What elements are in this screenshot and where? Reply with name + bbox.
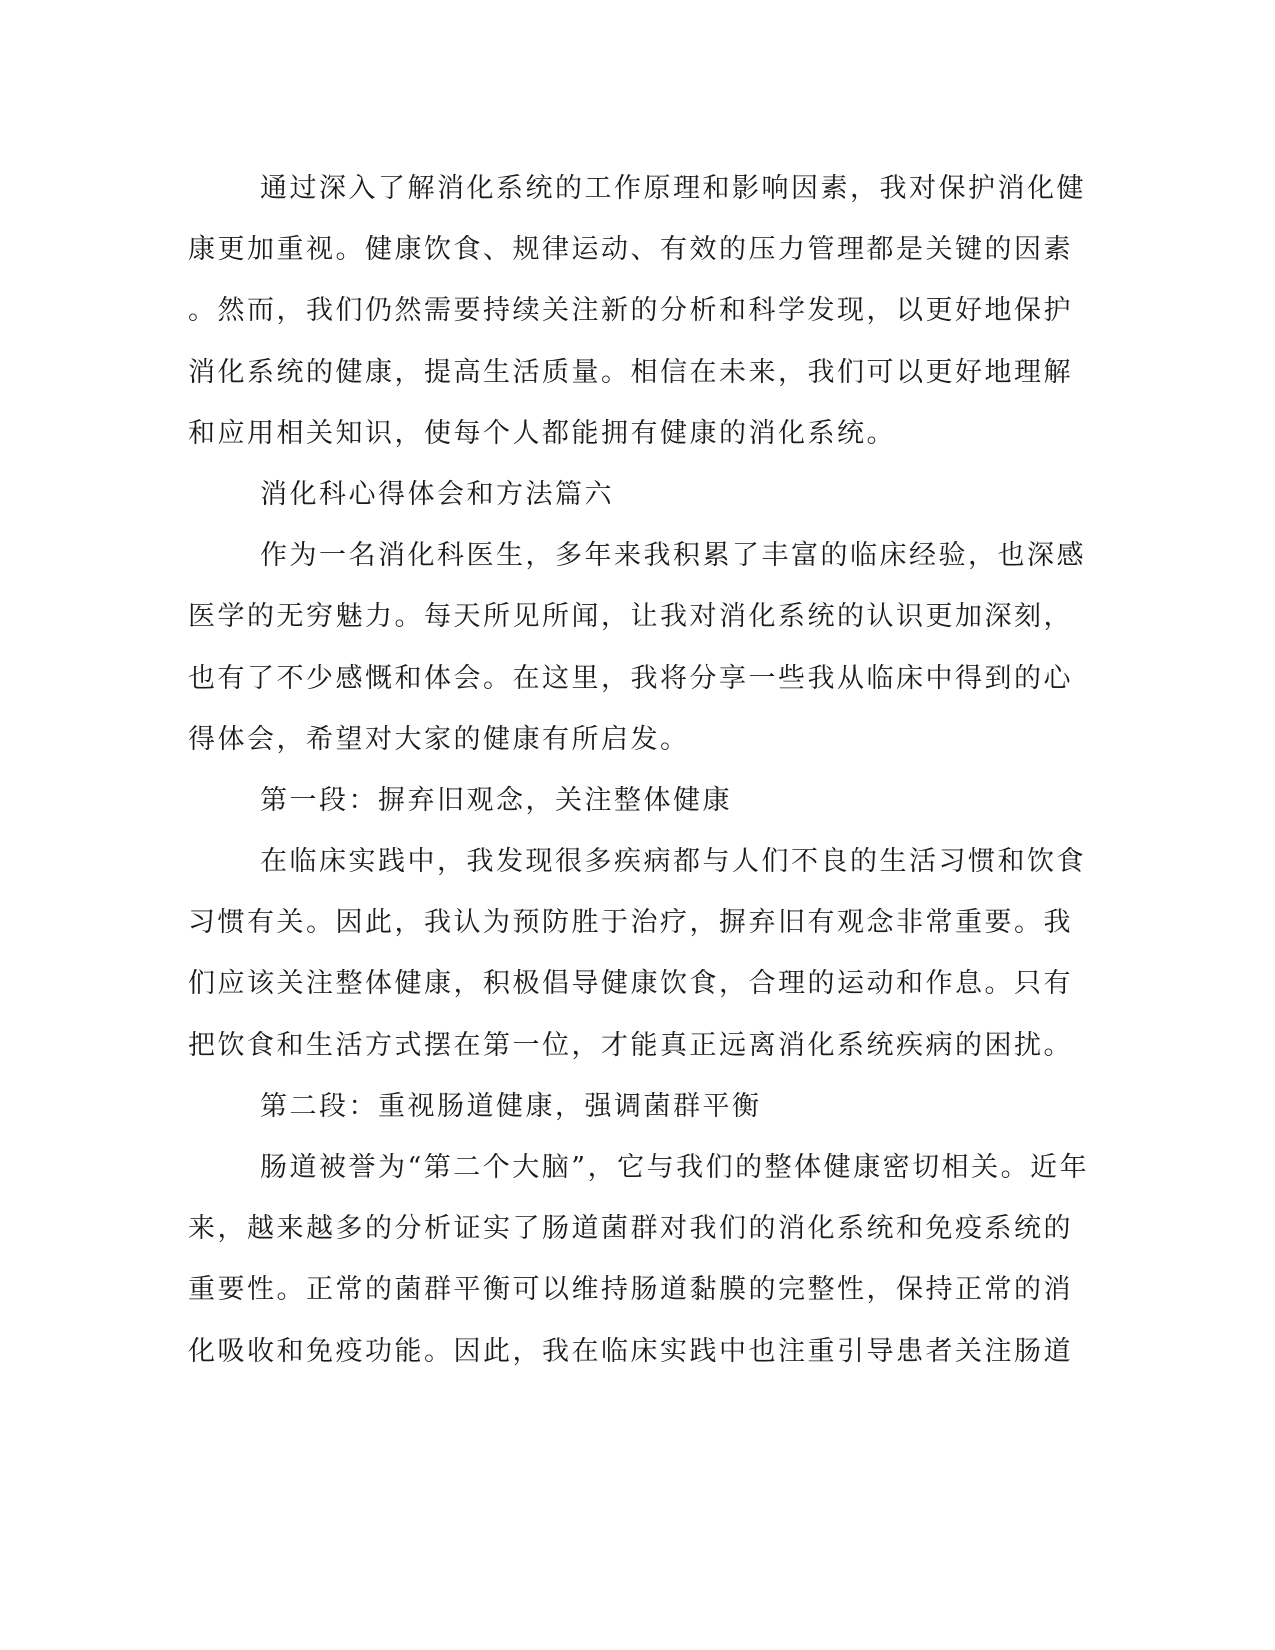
paragraph-line: 得体会，希望对大家的健康有所启发。 — [188, 723, 690, 755]
paragraph-line: 肠道被誉为“第二个大脑”，它与我们的整体健康密切相关。近年 — [260, 1152, 1090, 1183]
paragraph-line: 。然而，我们仍然需要持续关注新的分析和科学发现，以更好地保护 — [188, 295, 1073, 327]
paragraph-line: 作为一名消化科医生，多年来我积累了丰富的临床经验，也深感 — [260, 540, 1086, 572]
section-heading: 消化科心得体会和方法篇六 — [260, 478, 614, 510]
paragraph-line: 化吸收和免疫功能。因此，我在临床实践中也注重引导患者关注肠道 — [188, 1335, 1073, 1367]
section-heading: 第一段：摒弃旧观念，关注整体健康 — [260, 784, 732, 816]
paragraph-line: 习惯有关。因此，我认为预防胜于治疗，摒弃旧有观念非常重要。我 — [188, 907, 1073, 939]
document-body — [188, 158, 1090, 1382]
paragraph-line: 们应该关注整体健康，积极倡导健康饮食，合理的运动和作息。只有 — [188, 968, 1073, 1000]
paragraph-line: 也有了不少感慨和体会。在这里，我将分享一些我从临床中得到的心 — [188, 662, 1073, 694]
section-heading: 第二段：重视肠道健康，强调菌群平衡 — [260, 1090, 762, 1122]
paragraph-line: 来，越来越多的分析证实了肠道菌群对我们的消化系统和免疫系统的 — [188, 1213, 1073, 1245]
paragraph-line: 把饮食和生活方式摆在第一位，才能真正远离消化系统疾病的困扰。 — [188, 1029, 1073, 1061]
paragraph-line: 重要性。正常的菌群平衡可以维持肠道黏膜的完整性，保持正常的消 — [188, 1274, 1073, 1306]
paragraph-line: 消化系统的健康，提高生活质量。相信在未来，我们可以更好地理解 — [188, 356, 1073, 388]
paragraph-line: 康更加重视。健康饮食、规律运动、有效的压力管理都是关键的因素 — [188, 234, 1073, 266]
paragraph-line: 和应用相关知识，使每个人都能拥有健康的消化系统。 — [188, 417, 896, 449]
paragraph-line: 通过深入了解消化系统的工作原理和影响因素，我对保护消化健 — [260, 173, 1086, 204]
paragraph-line: 医学的无穷魅力。每天所见所闻，让我对消化系统的认识更加深刻， — [188, 601, 1073, 633]
paragraph-line: 在临床实践中，我发现很多疾病都与人们不良的生活习惯和饮食 — [260, 846, 1086, 878]
